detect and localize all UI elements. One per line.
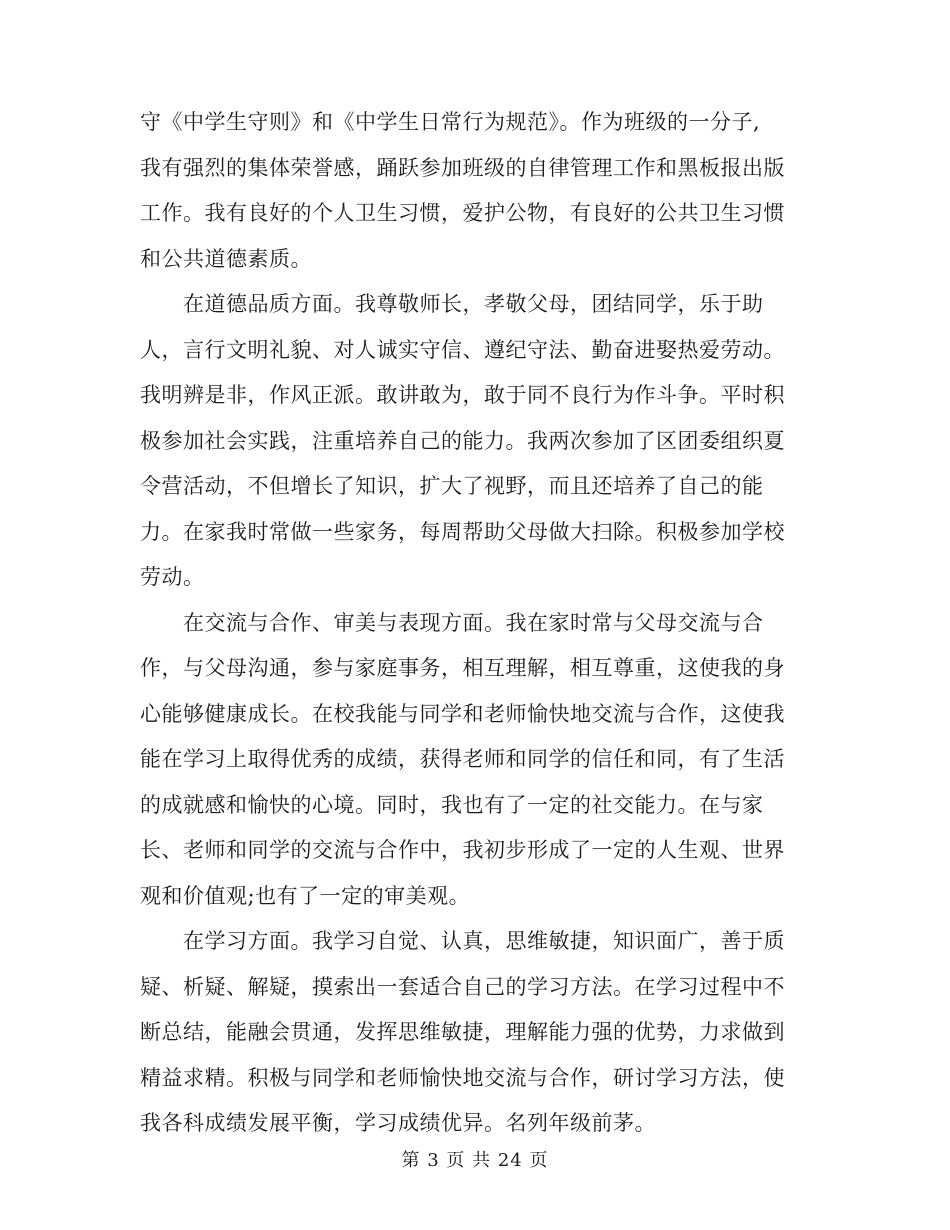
text-line: 在学习方面。我学习自觉、认真，思维敏捷，知识面广，善于质 xyxy=(140,929,785,953)
page-number-footer: 第 3 页 共 24 页 xyxy=(401,1150,549,1171)
text-line: 令营活动，不但增长了知识，扩大了视野，而且还培养了自己的能 xyxy=(140,474,764,498)
text-line: 守《中学生守则》和《中学生日常行为规范》。作为班级的一分子, xyxy=(140,110,761,134)
text-line: 极参加社会实践，注重培养自己的能力。我两次参加了区团委组织夏 xyxy=(140,428,785,453)
text-line: 长、老师和同学的交流与合作中，我初步形成了一定的人生观、世界 xyxy=(140,838,785,862)
text-line: 疑、析疑、解疑，摸索出一套适合自己的学习方法。在学习过程中不 xyxy=(140,974,785,999)
text-line: 工作。我有良好的个人卫生习惯，爱护公物，有良好的公共卫生习惯 xyxy=(140,201,785,225)
text-line: 观和价值观;也有了一定的审美观。 xyxy=(140,883,471,908)
text-line: 能在学习上取得优秀的成绩，获得老师和同学的信任和同，有了生活 xyxy=(140,747,785,771)
text-line: 我有强烈的集体荣誉感，踊跃参加班级的自律管理工作和黑板报出版 xyxy=(140,155,785,180)
text-line: 作，与父母沟通，参与家庭事务，相互理解，相互尊重，这使我的身 xyxy=(140,656,785,680)
text-line: 的成就感和愉快的心境。同时，我也有了一定的社交能力。在与家 xyxy=(140,792,764,817)
text-line: 力。在家我时常做一些家务，每周帮助父母做大扫除。积极参加学校 xyxy=(140,519,785,544)
text-line: 断总结，能融会贯通，发挥思维敏捷，理解能力强的优势，力求做到 xyxy=(140,1020,785,1044)
text-line: 在道德品质方面。我尊敬师长，孝敬父母，团结同学，乐于助 xyxy=(140,292,764,316)
document-body xyxy=(140,100,820,1147)
text-line: 精益求精。积极与同学和老师愉快地交流与合作，研讨学习方法，使 xyxy=(140,1065,785,1090)
text-line: 我各科成绩发展平衡，学习成绩优异。名列年级前茅。 xyxy=(140,1111,656,1135)
text-line: 我明辨是非，作风正派。敢讲敢为，敢于同不良行为作斗争。平时积 xyxy=(140,383,785,407)
text-line: 心能够健康成长。在校我能与同学和老师愉快地交流与合作，这使我 xyxy=(140,701,785,726)
text-line: 在交流与合作、审美与表现方面。我在家时常与父母交流与合 xyxy=(140,610,764,635)
text-line: 和公共道德素质。 xyxy=(140,246,312,271)
text-line: 劳动。 xyxy=(140,565,205,589)
text-line: 人，言行文明礼貌、对人诚实守信、遵纪守法、勤奋进娶热爱劳动。 xyxy=(140,337,785,362)
